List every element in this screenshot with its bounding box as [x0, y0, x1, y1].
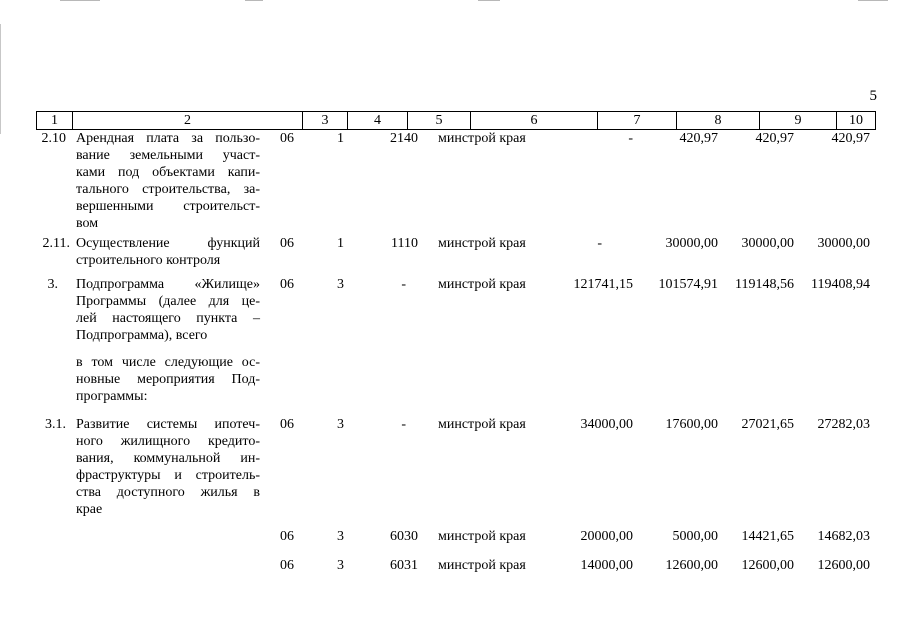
- cell-col-5: -: [401, 417, 406, 432]
- scan-artifact: [858, 0, 888, 1]
- cell-col-8: 17600,00: [665, 417, 718, 432]
- table-header: [36, 111, 876, 130]
- desc-line: крае: [76, 502, 103, 517]
- desc-line: вершенными строительст-: [76, 199, 260, 214]
- cell-col-4: 3: [337, 529, 344, 544]
- row-description: [76, 276, 260, 344]
- cell-col-5: -: [401, 277, 406, 292]
- cell-col-3: 06: [280, 417, 294, 432]
- cell-col-7: 20000,00: [580, 529, 633, 544]
- row-number: 3.1.: [45, 417, 66, 432]
- desc-line: в том числе следующие ос-: [76, 355, 260, 370]
- cell-col-4: 3: [337, 558, 344, 573]
- cell-col-3: 06: [280, 236, 294, 251]
- cell-col-4: 3: [337, 417, 344, 432]
- desc-line: Программы (далее для це-: [76, 294, 260, 309]
- cell-col-8: 30000,00: [665, 236, 718, 251]
- cell-col-10: 30000,00: [817, 236, 870, 251]
- row-description: [76, 416, 260, 518]
- cell-col-4: 1: [337, 236, 344, 251]
- desc-line: тального строительства, за-: [76, 182, 260, 197]
- header-col-2: 2: [72, 112, 302, 129]
- cell-col-4: 1: [337, 131, 344, 146]
- header-col-8: 8: [676, 112, 759, 129]
- cell-col-10: 27282,03: [817, 417, 870, 432]
- cell-col-6: минстрой края: [438, 529, 526, 544]
- desc-line: программы:: [76, 389, 148, 404]
- cell-col-6: минстрой края: [438, 558, 526, 573]
- header-col-3: 3: [302, 112, 347, 129]
- desc-line: вания, коммунальной ин-: [76, 451, 260, 466]
- scan-artifact: [478, 0, 500, 1]
- header-col-10: 10: [836, 112, 876, 129]
- cell-col-8: 420,97: [679, 131, 718, 146]
- desc-line: Осуществление функций: [76, 236, 260, 251]
- desc-line: новные мероприятия Под-: [76, 372, 260, 387]
- desc-line: строительного контроля: [76, 253, 221, 268]
- cell-col-3: 06: [280, 529, 294, 544]
- desc-line: Развитие системы ипотеч-: [76, 417, 260, 432]
- cell-col-9: 14421,65: [741, 529, 794, 544]
- header-col-9: 9: [759, 112, 836, 129]
- scan-artifact: [245, 0, 263, 1]
- cell-col-3: 06: [280, 131, 294, 146]
- cell-col-5: 1110: [391, 236, 418, 251]
- row-description: [76, 130, 260, 232]
- cell-col-5: 2140: [390, 131, 418, 146]
- cell-col-8: 5000,00: [672, 529, 718, 544]
- header-col-1: 1: [36, 112, 72, 129]
- row-description: [76, 235, 260, 269]
- cell-col-4: 3: [337, 277, 344, 292]
- cell-col-8: 101574,91: [658, 277, 718, 292]
- cell-col-10: 14682,03: [817, 529, 870, 544]
- cell-col-3: 06: [280, 277, 294, 292]
- desc-line: ства доступного жилья в: [76, 485, 260, 500]
- desc-line: вание земельными участ-: [76, 148, 260, 163]
- cell-col-9: 12600,00: [741, 558, 794, 573]
- header-col-4: 4: [347, 112, 407, 129]
- desc-line: Арендная плата за пользо-: [76, 131, 260, 146]
- desc-line: фраструктуры и строитель-: [76, 468, 260, 483]
- cell-col-6: минстрой края: [438, 131, 526, 146]
- cell-col-9: 30000,00: [741, 236, 794, 251]
- cell-col-6: минстрой края: [438, 277, 526, 292]
- scan-artifact: [60, 0, 100, 1]
- page-number: 5: [869, 88, 877, 104]
- desc-line: ного жилищного кредито-: [76, 434, 260, 449]
- desc-line: Подпрограмма «Жилище»: [76, 277, 260, 292]
- cell-col-8: 12600,00: [665, 558, 718, 573]
- cell-col-7: 121741,15: [573, 277, 633, 292]
- cell-col-9: 420,97: [755, 131, 794, 146]
- row-number: 3.: [47, 277, 58, 292]
- cell-col-5: 6031: [390, 558, 418, 573]
- row-number: 2.10: [41, 131, 66, 146]
- cell-col-10: 420,97: [831, 131, 870, 146]
- desc-line: лей настоящего пункта –: [76, 311, 260, 326]
- desc-line: вом: [76, 216, 99, 231]
- desc-line: Подпрограмма), всего: [76, 328, 208, 343]
- row-description: [76, 354, 260, 405]
- header-col-7: 7: [597, 112, 676, 129]
- cell-col-9: 27021,65: [741, 417, 794, 432]
- cell-col-5: 6030: [390, 529, 418, 544]
- row-number: 2.11.: [42, 236, 70, 251]
- header-col-5: 5: [407, 112, 470, 129]
- header-col-6: 6: [470, 112, 597, 129]
- cell-col-7: -: [597, 236, 602, 251]
- page-edge-mark: [0, 24, 1, 134]
- cell-col-10: 12600,00: [817, 558, 870, 573]
- cell-col-7: -: [628, 131, 633, 146]
- cell-col-3: 06: [280, 558, 294, 573]
- cell-col-9: 119148,56: [735, 277, 794, 292]
- cell-col-6: минстрой края: [438, 417, 526, 432]
- cell-col-7: 14000,00: [580, 558, 633, 573]
- cell-col-10: 119408,94: [811, 277, 870, 292]
- cell-col-7: 34000,00: [580, 417, 633, 432]
- desc-line: ками под объектами капи-: [76, 165, 260, 180]
- cell-col-6: минстрой края: [438, 236, 526, 251]
